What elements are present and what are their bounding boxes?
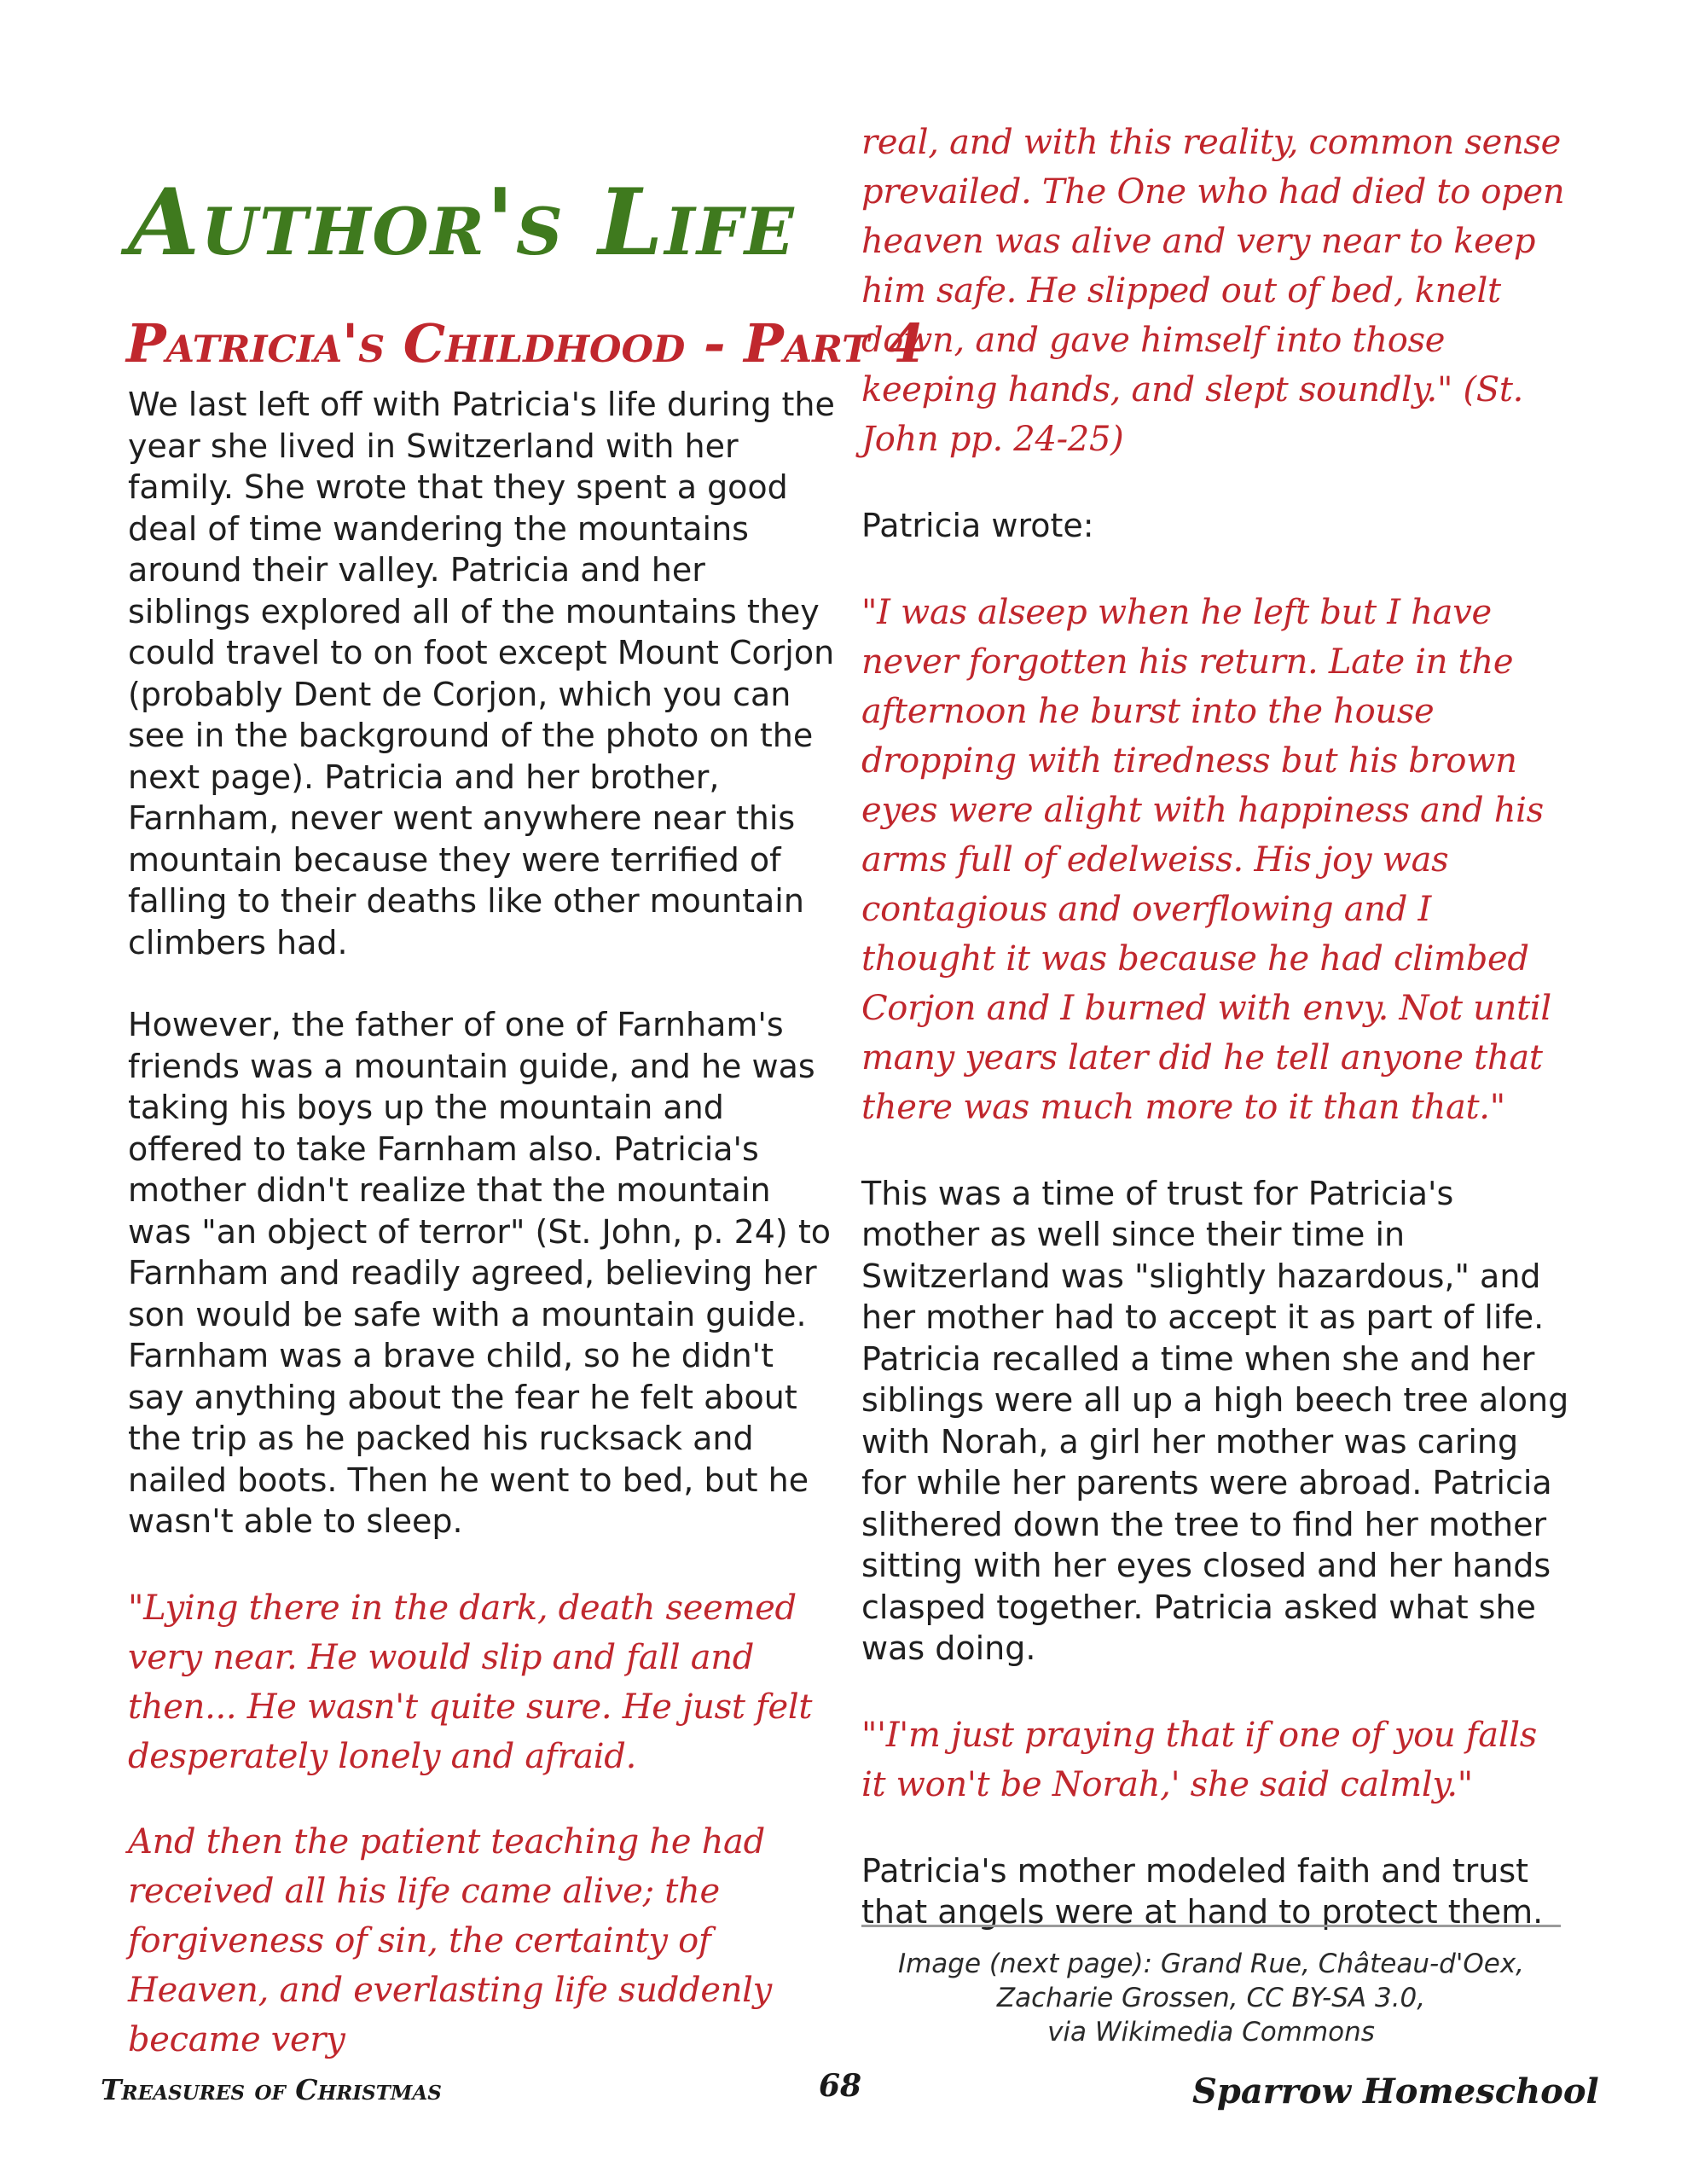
- quote: "'I'm just praying that if one of you falls it won't be Norah,' she said calmly.": [861, 1715, 1538, 1804]
- quote: real, and with this reality, common sense prevailed. The One who had died to open heaven was alive and very near to keep him safe. He slipped out of bed, knelt down, and gave himself into those keeping hands, and slept soundly." (St. John pp. 24-25): [861, 123, 1565, 459]
- paragraph: We last left off with Patricia's life during the year she lived in Switzerland with her family. She wrote that they spent a good deal of time wandering the mountains around their valley. Patricia and her siblings explored all of the mountains they could travel to on foot except Mount Corjon (probably Dent de Corjon, which you can see in the background of the photo on the next page). Patricia and her brother, Farnham, never went anywhere near this mountain because they were terrified of falling to their deaths like other mountain climbers had.: [128, 386, 835, 961]
- paragraph: Patricia's mother modeled faith and trust that angels were at hand to protect them.: [861, 1851, 1544, 1931]
- caption-divider: [861, 1925, 1561, 1927]
- left-column: [128, 384, 836, 2065]
- paragraph: However, the father of one of Farnham's friends was a mountain guide, and he was taking his boys up the mountain and offered to take Farnham also. Patricia's mother didn't realize that the mountain was "an object of terror" (St. John, p. 24) to Farnham and readily agreed, believing her son would be safe with a mountain guide. Farnham was a brave child, so he didn't say anything about the fear he felt about the trip as he packed his rucksack and nailed boots. Then he went to bed, but he wasn't able to sleep.: [128, 1006, 831, 1540]
- footer-book-title: Treasures of Christmas: [101, 2073, 442, 2106]
- paragraph: Patricia wrote:: [861, 507, 1094, 544]
- page-number: 68: [819, 2068, 862, 2104]
- quote: And then the patient teaching he had received all his life came alive; the forgiveness of sin, the certainty of Heaven, and everlasting life suddenly became very: [128, 1821, 772, 2059]
- quote: "I was alseep when he left but I have never forgotten his return. Late in the afternoon he burst into the house dropping with tiredness but his brown eyes were alight with happiness and his arms full of edelweiss. His joy was contagious and overflowing and I thought it was because he had climbed Corjon and I burned with envy. Not until many years later did he tell anyone that there was much more to it than that.": [861, 592, 1551, 1127]
- paragraph: This was a time of trust for Patricia's mother as well since their time in Switzerland was "slightly hazardous," and her mother had to accept it as part of life. Patricia recalled a time when she and her siblings were all up a high beech tree along with Norah, a girl her mother was caring for while her parents were abroad. Patricia slithered down the tree to find her mother sitting with her eyes closed and her hands clasped together. Patricia asked what she was doing.: [861, 1174, 1569, 1667]
- quote: "Lying there in the dark, death seemed very near. He would slip and fall and then... He wasn't quite sure. He just felt desperately lonely and afraid.: [128, 1588, 813, 1776]
- section-title: Patricia's Childhood - Part 4: [126, 312, 925, 375]
- brand-logo: [1186, 2044, 1599, 2138]
- caption-line: via Wikimedia Commons: [1047, 2017, 1375, 2048]
- caption-line: Zacharie Grossen, CC BY-SA 3.0,: [996, 1983, 1426, 2013]
- page-title: Author's Life: [128, 169, 796, 277]
- brand-name: Sparrow Homeschool: [1192, 2071, 1599, 2111]
- image-caption: [861, 1947, 1561, 2049]
- caption-line: Image (next page): Grand Rue, Château-d'Oex,: [897, 1949, 1525, 1979]
- right-column: [861, 118, 1569, 1933]
